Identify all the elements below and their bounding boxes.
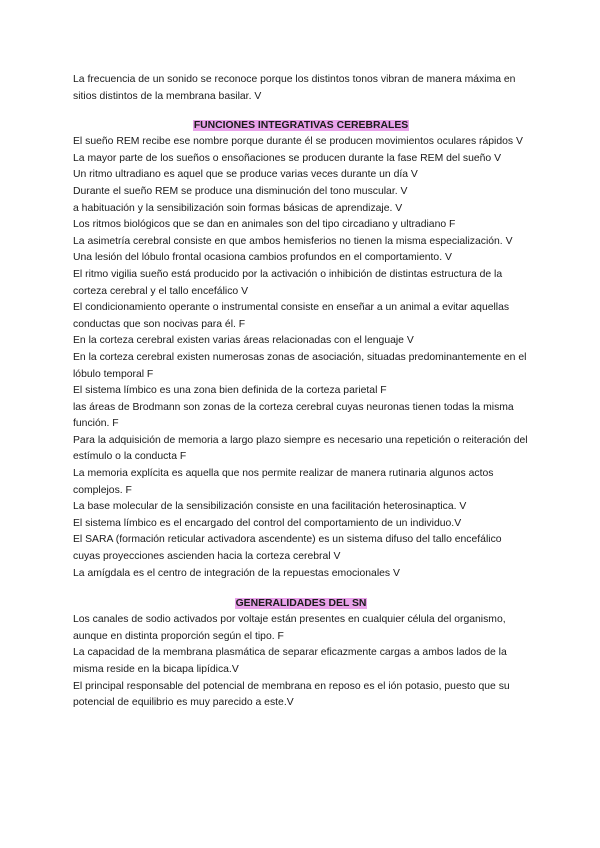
section-heading-funciones <box>73 118 529 134</box>
statement: El sueño REM recibe ese nombre porque durante él se producen movimientos oculares rápidos V <box>73 136 523 148</box>
statement: Durante el sueño REM se produce una disminución del tono muscular. V <box>73 185 408 197</box>
statement: a habituación y la sensibilización soin formas básicas de aprendizaje. V <box>73 202 403 214</box>
statement: El sistema límbico es el encargado del control del comportamiento de un individuo.V <box>73 517 462 529</box>
section-heading-generalidades <box>73 596 529 612</box>
document-body <box>73 72 529 712</box>
statement: El sistema límbico es una zona bien definida de la corteza parietal F <box>73 385 387 397</box>
section-heading-text: GENERALIDADES DEL SN <box>235 598 367 610</box>
statement: Un ritmo ultradiano es aquel que se produce varias veces durante un día V <box>73 169 418 181</box>
statement: La base molecular de la sensibilización consiste en una facilitación heterosinaptica. V <box>73 501 467 513</box>
statement: La asimetría cerebral consiste en que ambos hemisferios no tienen la misma especialización. V <box>73 235 513 247</box>
statement: Una lesión del lóbulo frontal ocasiona cambios profundos en el comportamiento. V <box>73 252 452 264</box>
statement: La memoria explícita es aquella que nos permite realizar de manera rutinaria algunos actos complejos. F <box>73 468 494 496</box>
section-heading-text: FUNCIONES INTEGRATIVAS CEREBRALES <box>193 120 409 132</box>
statement: La amígdala es el centro de integración de la repuestas emocionales V <box>73 567 400 579</box>
statement: El principal responsable del potencial de membrana en reposo es el ión potasio, puesto que su potencial de equilibrio es muy parecido a este.V <box>73 680 510 709</box>
statement: La mayor parte de los sueños o ensoñaciones se producen durante la fase REM del sueño V <box>73 152 502 164</box>
statement: La capacidad de la membrana plasmática de separar eficazmente cargas a ambos lados de la misma reside en la bicapa lipídica.V <box>73 647 507 675</box>
statement: El ritmo vigilia sueño está producido por la activación o inhibición de distintas estructura de la corteza cerebral y el tallo encefálico V <box>73 268 503 297</box>
statement: Los ritmos biológicos que se dan en animales son del tipo circadiano y ultradiano F <box>73 219 456 231</box>
statement: Los canales de sodio activados por voltaje están presentes en cualquier célula del organismo, aunque en distinta proporción según el tipo. F <box>73 614 506 642</box>
statement: Para la adquisición de memoria a largo plazo siempre es necesario una repetición o reiteración del estímulo o la conducta F <box>73 434 528 463</box>
statement: En la corteza cerebral existen numerosas zonas de asociación, situadas predominantemente en el lóbulo temporal F <box>73 351 527 380</box>
statement: En la corteza cerebral existen varias áreas relacionadas con el lenguaje V <box>73 335 414 347</box>
statement: El SARA (formación reticular activadora ascendente) es un sistema difuso del tallo encefálico cuyas proyecciones ascienden hacia la corteza cerebral V <box>73 534 502 563</box>
statement: las áreas de Brodmann son zonas de la corteza cerebral cuyas neuronas tienen todas la misma función. F <box>73 401 514 430</box>
statement: El condicionamiento operante o instrumental consiste en enseñar a un animal a evitar aquellas conductas que son nocivas para él. F <box>73 302 510 330</box>
intro-statement: La frecuencia de un sonido se reconoce porque los distintos tonos vibran de manera máxima en sitios distintos de la membrana basilar. V <box>73 74 516 102</box>
